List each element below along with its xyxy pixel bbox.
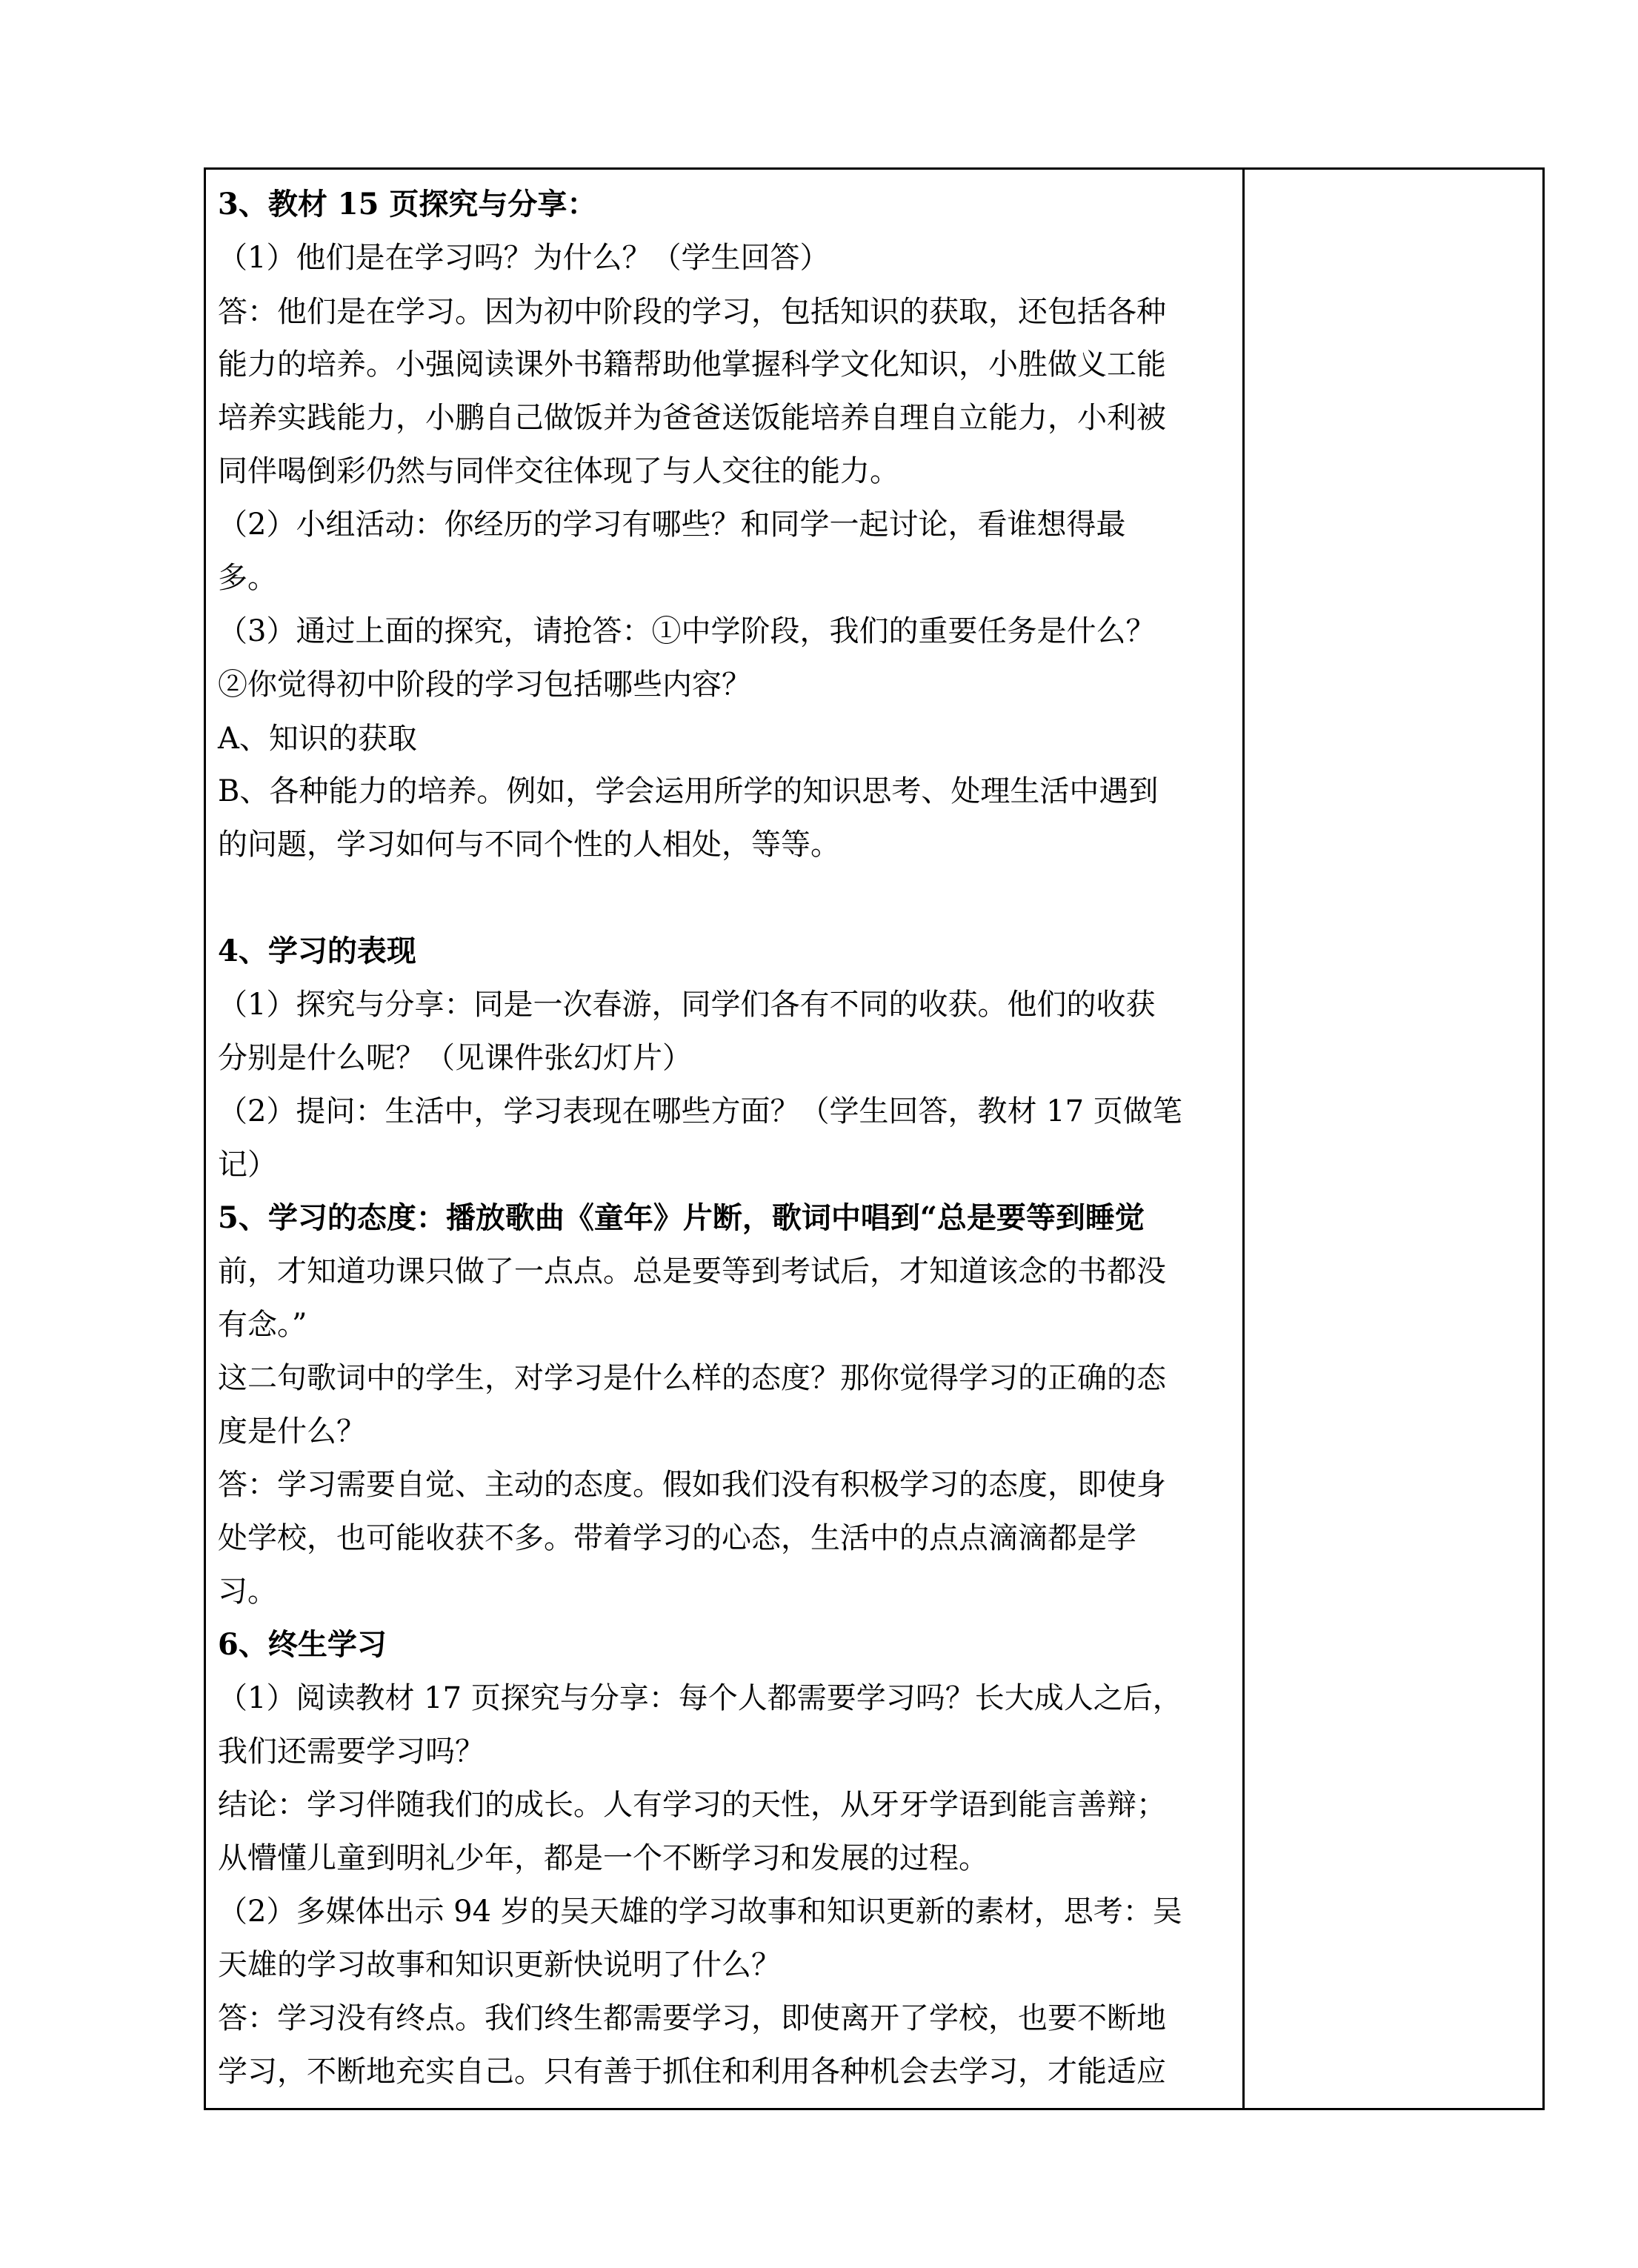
- text-line: 我们还需要学习吗？: [218, 1735, 485, 1769]
- text-line: （2）提问：生活中，学习表现在哪些方面？（学生回答，教材 17 页做笔: [218, 1094, 1182, 1128]
- text-line: 培养实践能力，小鹏自己做饭并为爸爸送饭能培养自理自立能力，小利被: [218, 401, 1166, 435]
- text-line: （1）探究与分享：同是一次春游，同学们各有不同的收获。他们的收获: [218, 988, 1156, 1022]
- text-line: 同伴喝倒彩仍然与同伴交往体现了与人交往的能力。: [218, 454, 899, 488]
- text-line: 6、终生学习: [218, 1627, 387, 1662]
- notes-cell: [1245, 170, 1542, 2108]
- text-line: 结论：学习伴随我们的成长。人有学习的天性，从牙牙学语到能言善辩；: [218, 1788, 1166, 1822]
- text-line: （1）阅读教材 17 页探究与分享：每个人都需要学习吗？长大成人之后，: [218, 1681, 1182, 1715]
- text-line: （3）通过上面的探究，请抢答：①中学阶段，我们的重要任务是什么？: [218, 614, 1156, 648]
- text-line: （1）他们是在学习吗？为什么？（学生回答）: [218, 241, 830, 275]
- lesson-table: [204, 167, 1545, 2110]
- text-line: ②你觉得初中阶段的学习包括哪些内容？: [218, 668, 751, 702]
- text-line: 答：学习需要自觉、主动的态度。假如我们没有积极学习的态度，即使身: [218, 1468, 1166, 1502]
- text-line: 多。: [218, 561, 277, 595]
- text-line: 分别是什么呢？（见课件张幻灯片）: [218, 1041, 692, 1075]
- text-line: A、知识的获取: [218, 722, 417, 756]
- text-line: 学习，不断地充实自己。只有善于抓住和利用各种机会去学习，才能适应: [218, 2055, 1166, 2089]
- text-line: 这二句歌词中的学生，对学习是什么样的态度？那你觉得学习的正确的态: [218, 1361, 1166, 1395]
- text-line: 答：学习没有终点。我们终生都需要学习，即使离开了学校，也要不断地: [218, 2001, 1166, 2035]
- text-line: 习。: [218, 1574, 277, 1609]
- text-line: 答：他们是在学习。因为初中阶段的学习，包括知识的获取，还包括各种: [218, 295, 1166, 329]
- text-line: 度是什么？: [218, 1414, 366, 1449]
- text-line: 能力的培养。小强阅读课外书籍帮助他掌握科学文化知识，小胜做义工能: [218, 347, 1166, 382]
- text-line: B、各种能力的培养。例如，学会运用所学的知识思考、处理生活中遇到: [218, 774, 1159, 808]
- text-line: 前，才知道功课只做了一点点。总是要等到考试后，才知道该念的书都没: [218, 1254, 1166, 1288]
- text-line: 天雄的学习故事和知识更新快说明了什么？: [218, 1948, 781, 1982]
- text-line: 从懵懂儿童到明礼少年，都是一个不断学习和发展的过程。: [218, 1841, 988, 1875]
- text-line: 记）: [218, 1148, 277, 1182]
- text-line: 的问题，学习如何与不同个性的人相处，等等。: [218, 828, 840, 862]
- text-line: 3、教材 15 页探究与分享：: [218, 187, 597, 222]
- text-line: 有念。”: [218, 1308, 307, 1342]
- text-line: （2）多媒体出示 94 岁的吴天雄的学习故事和知识更新的素材，思考：吴: [218, 1895, 1182, 1929]
- text-line: 处学校，也可能收获不多。带着学习的心态，生活中的点点滴滴都是学: [218, 1521, 1136, 1555]
- text-line: （2）小组活动：你经历的学习有哪些？和同学一起讨论，看谁想得最: [218, 508, 1126, 542]
- text-line: 4、学习的表现: [218, 934, 416, 968]
- text-line: 5、学习的态度：播放歌曲《童年》片断，歌词中唱到“总是要等到睡觉: [218, 1200, 1145, 1235]
